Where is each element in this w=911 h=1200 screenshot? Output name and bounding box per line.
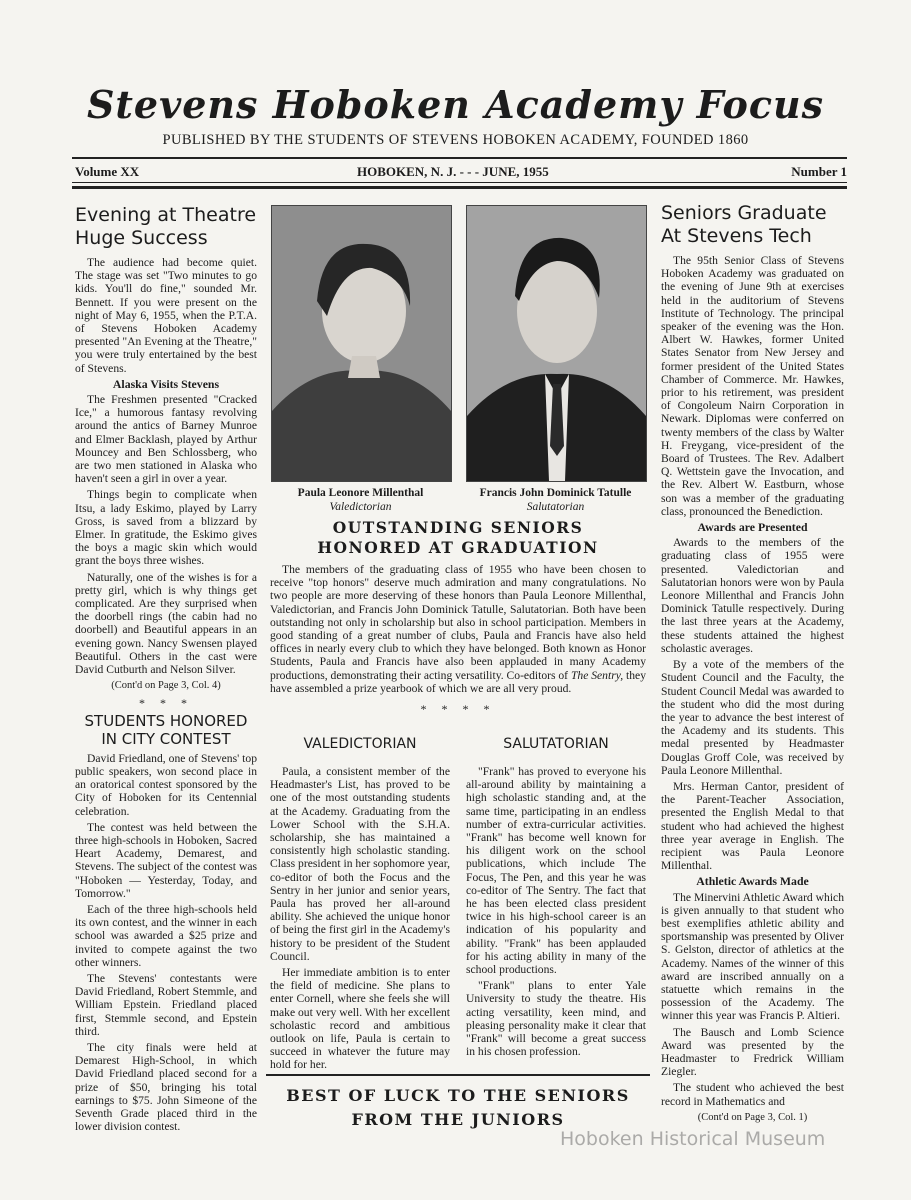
theatre-headline-line1: Evening at Theatre — [75, 204, 257, 226]
graduate-paragraph: The Minervini Athletic Award which is given annually to that student who best exemplifies athletic ability and sportsmanship was presented by Oliver S. Gelston, director of athletics at the Academy. Names of the winner of this award are inscribed annually on a statuette which remains in the possession of the Academy. The winner this year was Francis P. Altieri. — [661, 890, 844, 1023]
contest-headline-line1: STUDENTS HONORED — [84, 711, 248, 730]
salutatorian-paragraph: "Frank" plans to enter Yale University to study the theatre. His acting versatility, keen mind, and pleasing personality make it clear that "Frank" will become a great success in his chosen profession. — [466, 979, 646, 1059]
valedictorian-caption — [271, 486, 450, 514]
valedictorian-paragraph: Paula, a consistent member of the Headmaster's List, has proved to be one of the most outstanding students at the Academy. Graduating from the Lower School with the S.H.A. scholarship, she has maintained a consistently high scholastic standing. Class president in her sophomore year, co-editor of both the Focus and the Sentry in her junior and senior years, Paula has proved her all-around ability. She achieved the unique honor of being the first girl in the Academy's history to be president of the Student Council. — [270, 765, 450, 963]
graduate-headline-line1: Seniors Graduate — [661, 202, 827, 224]
graduate-paragraph: The student who achieved the best record in Mathematics and — [661, 1081, 844, 1108]
outstanding-text-italic: The Sentry, — [570, 668, 624, 682]
section-divider-stars: * * * — [139, 695, 193, 710]
masthead-title: Stevens Hoboken Academy Focus — [86, 82, 825, 127]
salutatorian-column — [466, 735, 646, 1061]
graduate-paragraph: Mrs. Herman Cantor, president of the Parent-Teacher Association, presented the English Medal to that student who had achieved the highest three year average in English. The recipient was Paula Leonore Millenthal. — [661, 779, 844, 873]
masthead-rule-mid — [72, 182, 847, 183]
valedictorian-photo — [271, 205, 452, 482]
outstanding-headline — [270, 518, 646, 558]
portrait-girl-icon — [272, 206, 451, 481]
portrait-boy-icon — [467, 206, 646, 481]
theatre-subhead: Alaska Visits Stevens — [112, 376, 220, 391]
graduate-paragraph: By a vote of the members of the Student Council and the Faculty, the Student Council Medal was awarded to the student who did the most during the year to advance the best interest of the Academy and its students. This medal presented by Headmaster Douglas Groff Cole, was received by Paula Leonore Millenthal. — [661, 658, 844, 777]
contest-paragraph: The contest was held between the three high-schools in Hoboken, Sacred Heart Academy, Demarest, and Stevens. The subject of the contest was "Hoboken — Yesterday, Today, and Tomorrow." — [75, 820, 257, 900]
watermark: Hoboken Historical Museum — [560, 1128, 826, 1150]
theatre-paragraph: Naturally, one of the wishes is for a pretty girl, which is why things get complicated. Are they surprised when the doorbell rings (the cabin had no doorbell) and Beautiful appears in an evening gown. Nancy Swensen played Beautiful. Others in the cast were David Cutburth and Nelson Silver. — [75, 570, 257, 677]
right-column — [661, 202, 844, 1128]
salutatorian-caption — [466, 486, 645, 514]
graduate-paragraph: The 95th Senior Class of Stevens Hoboken Academy was graduated on the evening of June 9th at exercises held in the auditorium of Stevens Institute of Technology. The principal speaker of the evening was the Hon. Albert W. Hawkes, former United States Senator from New Jersey and former president of the United States Chamber of Commerce. Mr. Hawkes, prior to his retirement, was president of Congoleum Nairn Corporation in Newark. Diplomas were conferred on twenty members of the class by Walter H. Freygang, vice-president of the Board of Trustees. The Rev. Adalbert Q. Wettstein gave the Invocation, and the Rev. Albert W. Eastburn, whose son was a member of the graduating class, pronounced the Benediction. — [661, 254, 844, 518]
contest-headline — [75, 712, 257, 748]
theatre-paragraph: The audience had become quiet. The stage was set "Two minutes to go kids. You'll do fine," sounded Mr. Bennett. If you were present on the night of May 6, 1955, when the P.T.A. of Stevens Hoboken Academy presented "An Evening at the Theatre," you were truly entertained by the best of Stevens. — [75, 256, 257, 375]
contest-paragraph: The Stevens' contestants were David Friedland, Robert Stemmle, and William Epstein. Friedland placed first, Stemmle second, and Epstein third. — [75, 971, 257, 1038]
valedictorian-column — [270, 735, 450, 1075]
salutatorian-heading: SALUTATORIAN — [503, 736, 609, 752]
dateline: HOBOKEN, N. J. - - - JUNE, 1955 — [357, 164, 549, 179]
theatre-headline — [75, 204, 257, 250]
contest-paragraph: David Friedland, one of Stevens' top public speakers, won second place in an oratorical contest sponsored by the City of Hoboken for its Centennial celebration. — [75, 751, 257, 818]
info-bar — [75, 164, 847, 180]
masthead-subtitle: PUBLISHED BY THE STUDENTS OF STEVENS HOBOKEN ACADEMY, FOUNDED 1860 — [162, 132, 749, 148]
graduate-headline-line2: At Stevens Tech — [661, 225, 812, 247]
masthead-rule-bottom — [72, 186, 847, 189]
best-of-luck-banner — [266, 1084, 650, 1132]
outstanding-text-2: they have assembled a prize yearbook of which we are all very proud. — [270, 668, 646, 695]
outstanding-text-1: The members of the graduating class of 1955 who have been chosen to receive "top honors" deserve much admiration and many congratulations. No two people are more deserving of these honors than Paula Leonore Millenthal, Valedictorian, and Francis John Dominick Tatulle, Salutatorian. Both have been outstanding not only in scholarship but also in school participation. Members in good standing of a great number of clubs, Paula and Francis have also held offices in nearly every club to which they have belonged. Both known as Honor Students, Paula and Francis have also been applauded in many Academy productions, demonstrating their acting versatility. Co-editors of — [270, 563, 646, 682]
graduate-paragraph: Awards to the members of the graduating class of 1955 were presented. Valedictorian and Salutatorian honors were won by Paula Leonore Millenthal and Francis John Dominick Tatulle respectively. During the last three years at the Academy, these students attained the highest scholastic averages. — [661, 536, 844, 655]
graduate-paragraph: The Bausch and Lomb Science Award was presented by the Headmaster to Fredrick William Ziegler. — [661, 1025, 844, 1079]
graduate-subhead: Athletic Awards Made — [696, 874, 809, 889]
best-of-luck-line2: FROM THE JUNIORS — [351, 1110, 565, 1129]
left-column — [75, 204, 257, 1136]
contest-paragraph: Each of the three high-schools held its own contest, and the winner in each school was awarded a $25 prize and invited to compete against the two other winners. — [75, 902, 257, 969]
salutatorian-name: Francis John Dominick Tatulle — [479, 487, 632, 499]
valedictorian-role: Valedictorian — [329, 501, 392, 513]
best-of-luck-line1: BEST OF LUCK TO THE SENIORS — [286, 1086, 630, 1105]
section-divider-stars: * * * * — [420, 702, 496, 717]
theatre-paragraph: The Freshmen presented "Cracked Ice," a humorous fantasy revolving around the antics of Barney Munroe and Elmer Backlash, played by Arthur Mouncey and Ben Schlossberg, who are two men stationed in Alaska who haven't seen a girl in over a year. — [75, 393, 257, 486]
graduate-headline — [661, 202, 844, 248]
contest-paragraph: The city finals were held at Demarest High-School, in which David Friedland placed second for a prize of $50, bringing his total earnings to $75. John Simeone of the Seventh Grade placed third in the lower division contest. — [75, 1040, 257, 1134]
salutatorian-role: Salutatorian — [526, 501, 585, 513]
theatre-paragraph: Things begin to complicate when Itsu, a lady Eskimo, played by Larry Gross, is saved from a blizzard by Elmer. In gratitude, the Eskimo gives the boys a magic skin which would grant the boys three wishes. — [75, 488, 257, 568]
masthead-rule-top — [72, 157, 847, 159]
volume-label: Volume XX — [75, 164, 140, 179]
luck-box-rule-top — [266, 1074, 650, 1076]
graduate-continued-note: (Cont'd on Page 3, Col. 1) — [697, 1111, 808, 1123]
outstanding-paragraph — [270, 563, 646, 695]
salutatorian-paragraph: "Frank" has proved to everyone his all-around ability by maintaining a high scholastic standing and, at the same time, participating in an endless number of extra-curricular activities. "Frank" has become well known for his diligent work on the school publications, which include The Focus, The Pen, and this year he was co-editor of The Sentry. The fact that he has been elected class president twice in his high-school career is an indication of his popularity and ability. "Frank" has been applauded for his acting ability in many of the school productions. — [466, 765, 646, 977]
issue-number: Number 1 — [791, 164, 847, 179]
theatre-continued-note: (Cont'd on Page 3, Col. 4) — [111, 680, 221, 692]
valedictorian-heading: VALEDICTORIAN — [303, 736, 417, 752]
outstanding-body — [270, 563, 646, 718]
theatre-headline-line2: Huge Success — [75, 227, 208, 249]
valedictorian-paragraph: Her immediate ambition is to enter the field of medicine. She plans to enter Cornell, where she feels she will make out very well. With her excellent scholastic record and ambitious outlook on life, Paula is certain to succeed in whatever the future may hold for her. — [270, 966, 450, 1072]
contest-headline-line2: IN CITY CONTEST — [101, 729, 231, 748]
outstanding-headline-line2: HONORED AT GRADUATION — [317, 538, 599, 557]
valedictorian-name: Paula Leonore Millenthal — [297, 487, 424, 499]
graduate-subhead: Awards are Presented — [697, 520, 808, 535]
salutatorian-photo — [466, 205, 647, 482]
outstanding-headline-line1: OUTSTANDING SENIORS — [332, 518, 584, 537]
